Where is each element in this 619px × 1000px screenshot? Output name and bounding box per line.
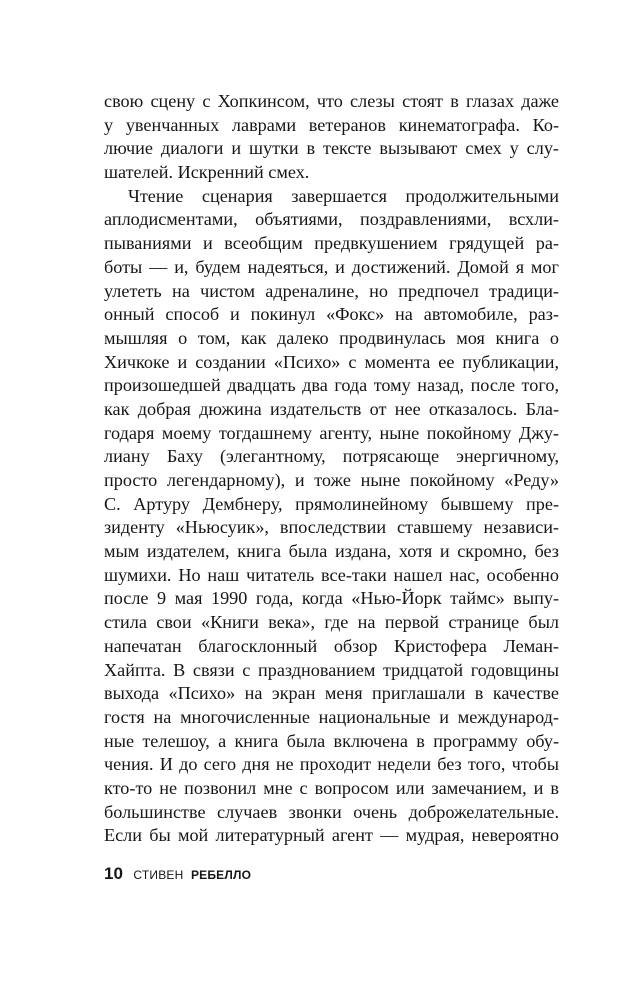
text-line: боты — и, будем надеяться, и достижений. Домой я мог: [104, 256, 559, 277]
text-line: пываниями и всеобщим предвкушением грядущей ра-: [104, 233, 559, 254]
text-line: шумихи. Но наш читатель все-таки нашел нас, особенно: [104, 564, 559, 585]
text-line: С. Артуру Дембнеру, прямолинейному бывшему пре-: [104, 493, 559, 514]
page-footer: [104, 864, 251, 884]
text-line: просто легендарному), и тоже ныне покойному «Реду»: [104, 470, 559, 490]
text-line: Чтение сценария завершается продолжительными: [128, 185, 559, 206]
text-line: Хайпта. В связи с празднованием тридцатой годовщины: [104, 659, 559, 680]
text-line: онный способ и покинул «Фокс» на автомобиле, раз-: [104, 304, 559, 325]
text-line: чения. И до сего дня не проходит недели без того, чтобы: [104, 754, 559, 775]
author-last-name: РЕБЕЛЛО: [190, 868, 252, 882]
text-line: у увенчанных лаврами ветеранов кинематографа. Ко-: [104, 114, 559, 135]
text-line: Хичкоке и создании «Психо» с момента ее публикации,: [104, 351, 559, 372]
text-line: после 9 мая 1990 года, когда «Нью-Йорк таймс» выпу-: [104, 588, 559, 609]
page-body: [104, 90, 559, 848]
text-line: зиденту «Ньюсуик», впоследствии ставшему независи-: [104, 517, 559, 538]
text-line: напечатан благосклонный обзор Кристофера Леман-: [104, 635, 559, 656]
text-line: улететь на чистом адреналине, но предпочел традици-: [104, 280, 559, 301]
text-line: большинстве случаев звонки очень доброжелательные.: [104, 801, 559, 822]
text-line: мым издателем, книга была издана, хотя и скромно, без: [104, 541, 559, 562]
text-line: произошедшей двадцать два года тому назад, после того,: [104, 375, 559, 396]
text-line: лиану Баху (элегантному, потрясающе энергичному,: [104, 446, 559, 467]
page-number: 10: [104, 864, 123, 883]
author-first-name: СТИВЕН: [133, 868, 184, 882]
text-line: годаря моему тогдашнему агенту, ныне покойному Джу-: [104, 422, 559, 443]
text-line: аплодисментами, объятиями, поздравлениями, всхли-: [104, 209, 559, 230]
text-line: мышляя о том, как далеко продвинулась моя книга о: [104, 327, 559, 348]
text-line: ные телешоу, а книга была включена в программу обу-: [104, 730, 559, 751]
text-line: как добрая дюжина издательств от нее отказалось. Бла-: [104, 398, 559, 419]
text-line: шателей. Искренний смех.: [104, 162, 310, 183]
text-line: лючие диалоги и шутки в тексте вызывают смех у слу-: [104, 138, 559, 159]
body-text: [104, 90, 559, 848]
text-line: кто-то не позвонил мне с вопросом или замечанием, и в: [104, 777, 559, 798]
text-line: Если бы мой литературный агент — мудрая, невероятно: [104, 825, 559, 846]
text-line: свою сцену с Хопкинсом, что слезы стоят в глазах даже: [104, 91, 559, 111]
text-line: гостя на многочисленные национальные и международ-: [104, 706, 559, 727]
text-line: выхода «Психо» на экран меня приглашали в качестве: [104, 683, 559, 704]
text-line: стила свои «Книги века», где на первой странице был: [104, 612, 559, 633]
